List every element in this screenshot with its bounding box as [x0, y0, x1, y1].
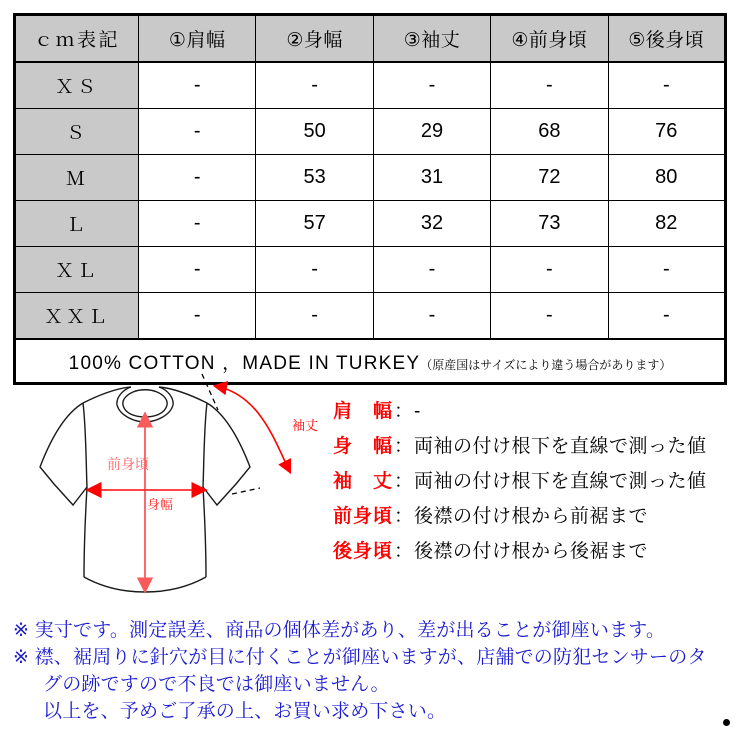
- measurement-cell: 68: [491, 109, 608, 155]
- legend-separator: ：: [394, 541, 414, 562]
- legend-row: [333, 501, 733, 536]
- body-width-label: 身幅: [147, 497, 174, 512]
- sleeve-length-arrow: [215, 386, 290, 472]
- measurement-cell: -: [491, 293, 608, 340]
- measurement-cell: -: [256, 293, 373, 340]
- legend-separator: ：: [394, 471, 414, 492]
- measurement-cell: -: [139, 62, 256, 109]
- sleeve-length-label: 袖丈: [292, 418, 319, 433]
- legend-term: 前身頃: [333, 506, 394, 527]
- legend-description: 両袖の付け根下を直線で測った値: [414, 436, 707, 457]
- measurement-cell: -: [139, 109, 256, 155]
- legend-row: [333, 466, 733, 501]
- tshirt-diagram-svg: [20, 372, 330, 622]
- legend-term: 後身頃: [333, 541, 394, 562]
- origin-disclaimer-text: （原産国はサイズにより違う場合があります）: [420, 357, 672, 372]
- corner-dot-marker: [723, 719, 730, 726]
- column-header-shoulder-width: ①肩幅: [139, 15, 256, 63]
- size-label-cell: ＸＳ: [15, 62, 139, 109]
- legend-description: 後襟の付け根から後裾まで: [414, 541, 649, 562]
- legend-row: [333, 431, 733, 466]
- tshirt-measurement-diagram: [20, 372, 330, 622]
- legend-row: [333, 536, 733, 571]
- measurement-cell: 57: [256, 201, 373, 247]
- measurement-cell: 53: [256, 155, 373, 201]
- column-header-sleeve-length: ③袖丈: [373, 15, 490, 63]
- measurement-cell: -: [139, 247, 256, 293]
- table-row: [15, 62, 726, 109]
- measurement-cell: -: [491, 247, 608, 293]
- size-label-cell: Ｌ: [15, 201, 139, 247]
- measurement-cell: 32: [373, 201, 490, 247]
- legend-term: 袖 丈: [333, 471, 394, 492]
- measurement-cell: -: [139, 201, 256, 247]
- measurement-cell: -: [256, 247, 373, 293]
- legend-separator: ：: [394, 436, 414, 457]
- legend-description: 後襟の付け根から前裾まで: [414, 506, 649, 527]
- size-label-cell: ＸＸＬ: [15, 293, 139, 340]
- note-line-2: ※ 襟、裾周りに針穴が目に付くことが御座いますが、店舗での防犯センサーのタ: [13, 647, 707, 668]
- measurement-cell: -: [608, 62, 725, 109]
- legend-row: [333, 396, 733, 431]
- measurement-cell: -: [139, 155, 256, 201]
- note-line-1: ※ 実寸です。測定誤差、商品の個体差があり、差が出ることが御座います。: [13, 620, 666, 641]
- measurement-cell: -: [373, 293, 490, 340]
- measurement-cell: -: [373, 62, 490, 109]
- measurement-cell: 50: [256, 109, 373, 155]
- front-length-label: 前身頃: [107, 456, 149, 472]
- measurement-cell: -: [256, 62, 373, 109]
- legend-description: -: [414, 401, 421, 422]
- disclaimer-notes: [13, 617, 728, 725]
- table-row: [15, 293, 726, 340]
- size-label-cell: ＸＬ: [15, 247, 139, 293]
- measurement-cell: 31: [373, 155, 490, 201]
- table-row: [15, 155, 726, 201]
- column-header-front-length: ④前身頃: [491, 15, 608, 63]
- measurement-cell: 76: [608, 109, 725, 155]
- table-row: [15, 201, 726, 247]
- size-label-cell: Ｓ: [15, 109, 139, 155]
- measurement-cell: -: [608, 293, 725, 340]
- table-header-row: [15, 15, 726, 63]
- legend-separator: ：: [394, 401, 414, 422]
- size-chart-table-container: [13, 13, 727, 385]
- measurement-cell: -: [373, 247, 490, 293]
- measurement-cell: 80: [608, 155, 725, 201]
- column-header-unit: ｃｍ表記: [15, 15, 139, 63]
- table-row: [15, 247, 726, 293]
- legend-separator: ：: [394, 506, 414, 527]
- column-header-body-width: ②身幅: [256, 15, 373, 63]
- sleeve-guide-dashed-lines: [202, 374, 260, 494]
- column-header-back-length: ⑤後身頃: [608, 15, 725, 63]
- legend-term: 身 幅: [333, 436, 394, 457]
- legend-term: 肩 幅: [333, 401, 394, 422]
- measurement-cell: 72: [491, 155, 608, 201]
- measurement-cell: 29: [373, 109, 490, 155]
- material-text: 100% COTTON ，MADE IN TURKEY: [68, 352, 421, 374]
- table-row: [15, 109, 726, 155]
- measurement-cell: -: [139, 293, 256, 340]
- size-label-cell: Ｍ: [15, 155, 139, 201]
- note-line-4: 以上を、予めご了承の上、お買い求め下さい。: [43, 701, 447, 722]
- measurement-cell: 73: [491, 201, 608, 247]
- measurement-cell: -: [608, 247, 725, 293]
- legend-description: 両袖の付け根下を直線で測った値: [414, 471, 707, 492]
- note-line-3: グの跡ですので不良では御座いません。: [43, 674, 390, 695]
- measurement-cell: -: [491, 62, 608, 109]
- measurement-cell: 82: [608, 201, 725, 247]
- measurement-legend: [333, 396, 733, 571]
- size-chart-table: [13, 13, 727, 385]
